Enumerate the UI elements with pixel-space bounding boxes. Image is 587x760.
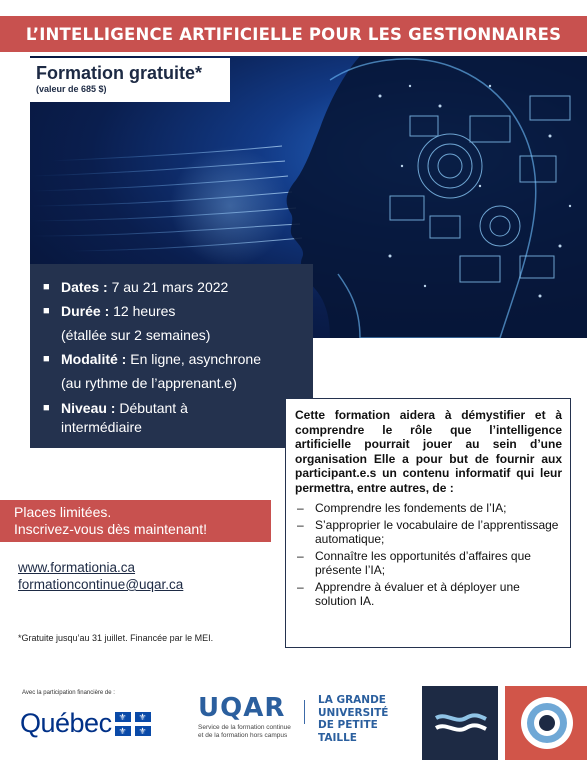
uqar-service-line1: Service de la formation continue: [198, 724, 291, 731]
detail-modality-extra: (au rythme de l’apprenant.e): [61, 375, 237, 391]
course-goals-list: [295, 501, 562, 609]
poster-title: L’INTELLIGENCE ARTIFICIELLE POUR LES GESTIONNAIRES: [0, 16, 587, 52]
bullet-icon: ■: [43, 305, 50, 317]
detail-duration-extra: (étallée sur 2 semaines): [61, 327, 211, 343]
email-link[interactable]: formationcontinue@uqar.ca: [18, 577, 184, 592]
quebec-flag-icon: ⚜ ⚜ ⚜ ⚜: [115, 712, 151, 736]
goal-item: – S’approprier le vocabulaire de l’apprentissage automatique;: [297, 517, 559, 546]
bullet-icon: ■: [43, 353, 50, 365]
uqar-service-line2: et de la formation hors campus: [198, 732, 288, 739]
website-link[interactable]: www.formationia.ca: [18, 560, 136, 575]
funding-footnote: *Gratuite jusqu’au 31 juillet. Financée par le MEI.: [18, 633, 214, 643]
contact-links: [18, 559, 183, 593]
detail-value: Débutant à: [115, 400, 188, 416]
detail-label: Modalité :: [61, 351, 127, 367]
uqar-logo: [198, 694, 291, 740]
limited-places-line: Places limitées.: [14, 504, 112, 520]
detail-modality: [39, 347, 313, 371]
course-description-box: [285, 398, 571, 648]
quebec-logo: [20, 708, 151, 739]
detail-label: Niveau :: [61, 400, 116, 416]
bullet-icon: ■: [43, 281, 50, 293]
goal-item: – Connaître les opportunités d’affaires que présente l’IA;: [297, 548, 531, 577]
financing-note: Avec la participation financière de :: [22, 690, 115, 696]
free-training-value: (valeur de 685 $): [36, 84, 107, 94]
course-description-intro: Cette formation aidera à démystifier et à comprendre le rôle que l’intelligence artificielle pourrait jouer au sein d’une organisation Elle a pour but de fournir aux participant.e.s un contenu informatif qui leur permettra, entre autres, de :: [295, 408, 562, 495]
detail-duration: [39, 299, 313, 323]
course-details-box: [30, 264, 313, 448]
logo-divider: [304, 700, 305, 724]
goal-item: – Comprendre les fondements de l’IA;: [297, 501, 507, 515]
lgupt-tagline: LA GRANDE UNIVERSITÉ DE PETITE TAILLE: [318, 694, 389, 744]
quebec-wordmark: Québec: [20, 708, 112, 738]
detail-level: [39, 399, 313, 437]
detail-label: Dates :: [61, 279, 108, 295]
limited-places-banner: [0, 500, 271, 542]
course-details-list: [39, 275, 313, 437]
target-logo-icon: [505, 686, 587, 760]
detail-label: Durée :: [61, 303, 110, 319]
uqar-wordmark: UQAR: [198, 693, 286, 723]
detail-dates: [39, 275, 313, 299]
free-training-badge: [30, 58, 230, 102]
waves-logo-icon: [422, 686, 498, 760]
register-now-line: Inscrivez-vous dès maintenant!: [14, 521, 207, 537]
free-training-title: Formation gratuite*: [36, 63, 203, 83]
bullet-icon: ■: [43, 402, 50, 414]
detail-value: 7 au 21 mars 2022: [107, 279, 229, 295]
detail-value: 12 heures: [109, 303, 176, 319]
detail-value: En ligne, asynchrone: [126, 351, 261, 367]
detail-level-extra: intermédiaire: [61, 419, 142, 435]
goal-item: – Apprendre à évaluer et à déployer une solution IA.: [297, 579, 520, 608]
